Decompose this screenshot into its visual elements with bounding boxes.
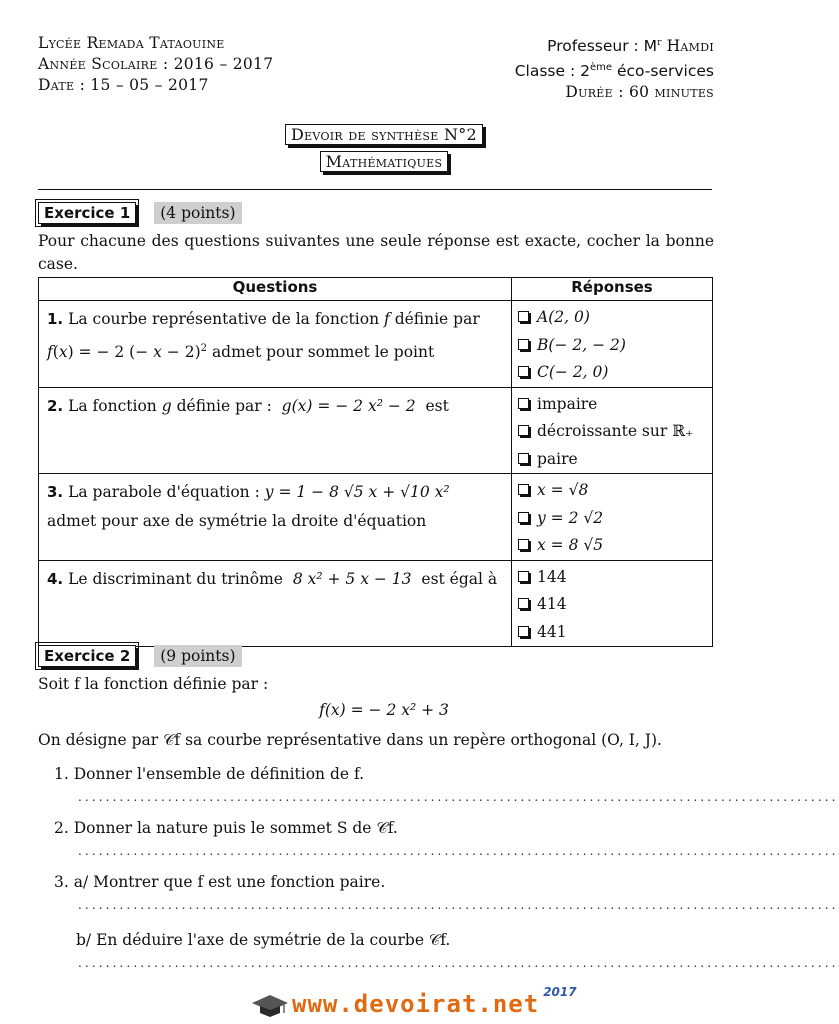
option-checkbox[interactable]: 441	[518, 619, 706, 647]
teacher-prefix: Professeur : M	[547, 37, 658, 56]
class-prefix: Classe : 2	[514, 62, 590, 81]
question-3: 3. La parabole d'équation : y = 1 − 8 √5 x + √10 x² admet pour axe de symétrie la droite d'équation	[39, 474, 512, 561]
checkbox-icon[interactable]	[518, 539, 529, 550]
option-checkbox[interactable]: B(− 2, − 2)	[518, 332, 706, 360]
footer-watermark	[250, 985, 577, 1018]
exercise1-header	[38, 202, 242, 224]
checkbox-icon[interactable]	[518, 339, 529, 350]
mcq-table	[38, 277, 713, 647]
question-row-4	[39, 560, 713, 647]
option-checkbox[interactable]: y = 2 √2	[518, 505, 706, 533]
option-checkbox[interactable]: paire	[518, 446, 706, 474]
question-row-2	[39, 387, 713, 474]
question-item-3b: b/ En déduire l'axe de symétrie de la courbe 𝒞f.	[76, 931, 451, 949]
checkbox-icon[interactable]	[518, 512, 529, 523]
hat-logo-icon	[250, 991, 290, 1017]
header-divider	[38, 189, 712, 190]
site-name: www.devoirat.net	[292, 990, 540, 1018]
answers-2	[512, 387, 713, 474]
checkbox-icon[interactable]	[518, 366, 529, 377]
answers-3	[512, 474, 713, 561]
table-header-row	[39, 278, 713, 301]
exam-date: Date : 15 – 05 – 2017	[38, 76, 209, 94]
answer-line[interactable]: ..............................................................................................................	[78, 956, 839, 970]
option-checkbox[interactable]: x = √8	[518, 477, 706, 505]
checkbox-icon[interactable]	[518, 626, 529, 637]
teacher-name: Hamdi	[661, 37, 714, 56]
question-row-1	[39, 301, 713, 388]
col-questions: Questions	[39, 278, 512, 301]
teacher-sup: r	[657, 38, 662, 48]
option-checkbox[interactable]: A(2, 0)	[518, 304, 706, 332]
school-year: Année Scolaire : 2016 – 2017	[38, 55, 274, 73]
exercise1-label: Exercice 1	[38, 202, 136, 224]
exercise2-curve-sentence: On désigne par 𝒞f sa courbe représentative dans un repère orthogonal (O, I, J).	[38, 731, 662, 749]
school-name: Lycée Remada Tataouine	[38, 34, 225, 52]
question-1: 1. La courbe représentative de la fonction f définie par f(x) = − 2 (− x − 2)$^2$ admet pour sommet le point	[39, 301, 512, 388]
question-4: 4. Le discriminant du trinôme 8 x² + 5 x − 13 est égal à	[39, 560, 512, 647]
q4-equation: 8 x² + 5 x − 13	[292, 569, 412, 588]
answers-4	[512, 560, 713, 647]
exercise2-points: (9 points)	[154, 645, 241, 667]
duration: Durée : 60 minutes	[565, 83, 714, 102]
q3-equation: y = 1 − 8 √5 x + √10 x²	[264, 483, 450, 501]
header-left	[38, 33, 273, 96]
q2-equation: g(x) = − 2 x² − 2	[281, 396, 416, 415]
checkbox-icon[interactable]	[518, 571, 529, 582]
question-item-3a: 3. a/ Montrer que f est une fonction paire.	[54, 873, 386, 891]
header-right	[515, 33, 714, 103]
question-item-1: 1. Donner l'ensemble de définition de f.	[54, 765, 365, 783]
question-row-3	[39, 474, 713, 561]
checkbox-icon[interactable]	[518, 598, 529, 609]
class-suffix: éco-services	[612, 62, 714, 81]
subject-title: Mathématiques	[320, 151, 449, 172]
answers-1	[512, 301, 713, 388]
checkbox-icon[interactable]	[518, 425, 529, 436]
question-2: 2. La fonction g définie par : g(x) = − 2 x² − 2 est	[39, 387, 512, 474]
exercise2-intro: Soit f la fonction définie par :	[38, 675, 269, 693]
checkbox-icon[interactable]	[518, 484, 529, 495]
exercise1-points: (4 points)	[154, 202, 241, 224]
option-checkbox[interactable]: décroissante sur ℝ₊	[518, 418, 706, 446]
option-checkbox[interactable]: 414	[518, 591, 706, 619]
exercise2-equation: f(x) = − 2 x² + 3	[319, 701, 449, 719]
exercise2-label: Exercice 2	[38, 645, 136, 667]
checkbox-icon[interactable]	[518, 453, 529, 464]
class-level	[515, 57, 714, 82]
answer-line[interactable]: ..............................................................................................................	[78, 898, 839, 912]
option-checkbox[interactable]: C(− 2, 0)	[518, 359, 706, 387]
class-sup: ème	[590, 62, 613, 74]
checkbox-icon[interactable]	[518, 398, 529, 409]
answer-line[interactable]: ..............................................................................................................	[78, 790, 839, 804]
q1-equation: f(x) = − 2 (− x − 2)$^2$	[47, 343, 207, 362]
checkbox-icon[interactable]	[518, 311, 529, 322]
exam-title: Devoir de synthèse N°2	[285, 124, 483, 145]
option-checkbox[interactable]: 144	[518, 564, 706, 592]
option-checkbox[interactable]: impaire	[518, 391, 706, 419]
option-checkbox[interactable]: x = 8 √5	[518, 532, 706, 560]
question-item-2: 2. Donner la nature puis le sommet S de 𝒞f.	[54, 819, 398, 837]
exercise2-header	[38, 645, 242, 667]
teacher	[515, 33, 714, 57]
title-block	[0, 124, 768, 178]
col-answers: Réponses	[512, 278, 713, 301]
site-year: 2017	[543, 985, 577, 999]
exercise1-instruction: Pour chacune des questions suivantes une seule réponse est exacte, cocher la bonne case.	[38, 232, 714, 273]
answer-line[interactable]: ..............................................................................................................	[78, 844, 839, 858]
